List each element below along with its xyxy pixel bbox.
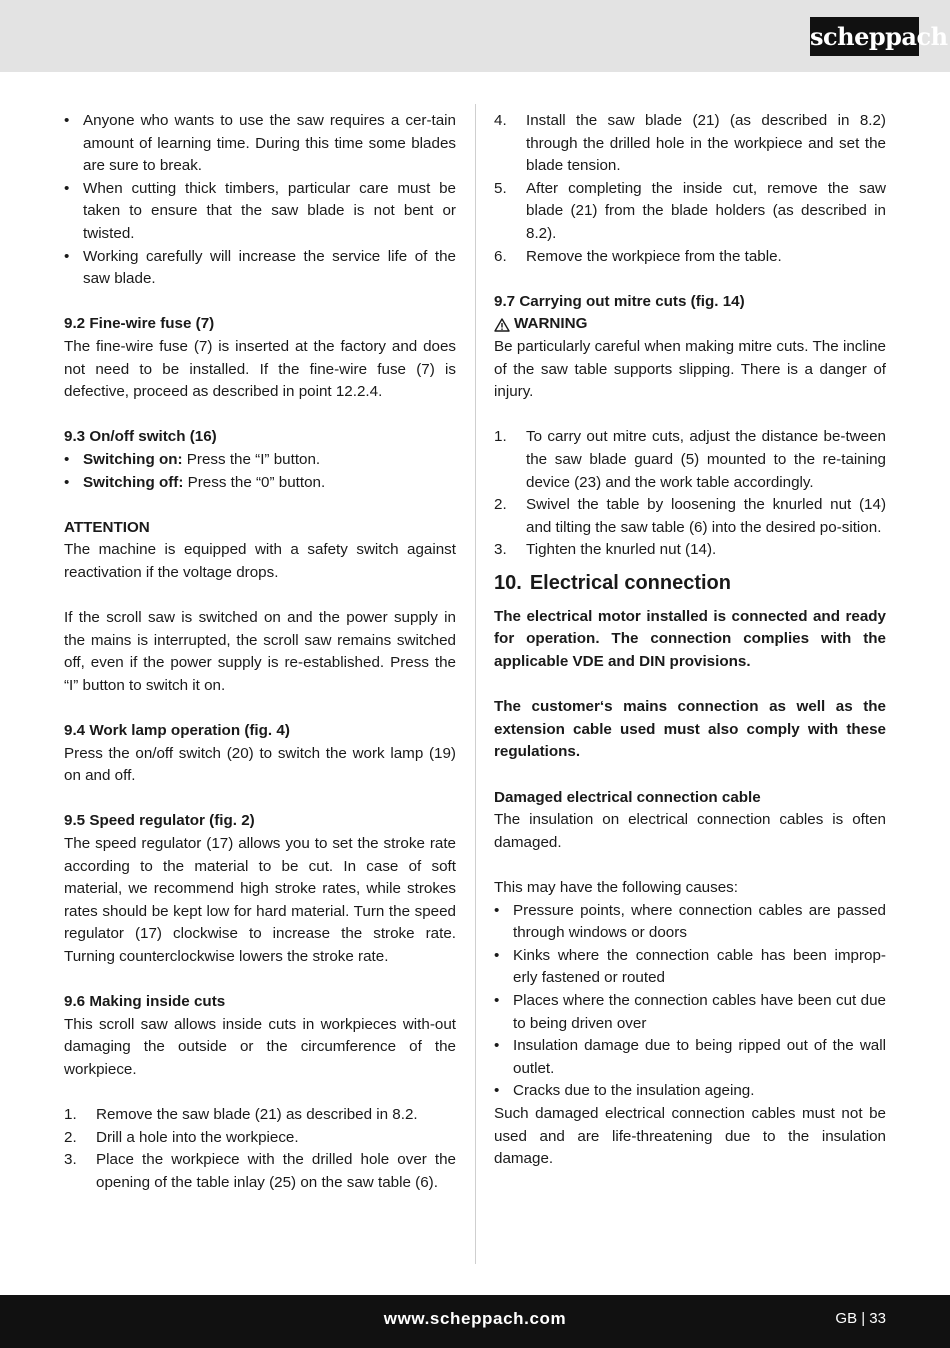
paragraph: Press the on/off switch (20) to switch the work lamp (19) on and off. bbox=[64, 744, 456, 785]
step-text: To carry out mitre cuts, adjust the distance be-tween the saw blade guard (5) mounted to the re-taining device (23) and the work table accordingly. bbox=[526, 428, 886, 491]
step-text: Place the workpiece with the drilled hole over the opening of the table inlay (25) on the saw table (6). bbox=[96, 1151, 456, 1191]
page-number: GB | 33 bbox=[835, 1310, 886, 1327]
inside-cut-steps-continued bbox=[494, 110, 886, 268]
paragraph: If the scroll saw is switched on and the power supply in the mains is interrupted, the scroll saw remains switched off, even if the power supply is re-established. Press the “I” button to switch it on. bbox=[64, 609, 456, 694]
list-item: • Anyone who wants to use the saw requires a cer-tain amount of learning time. During this time some blades are sure to break. bbox=[64, 110, 456, 178]
switch-off-label: Switching off: bbox=[83, 473, 184, 491]
step-number: 4. bbox=[494, 112, 507, 129]
switch-list bbox=[64, 449, 456, 494]
warning-line bbox=[494, 313, 886, 336]
section-heading-9-5: 9.5 Speed regulator (fig. 2) bbox=[64, 812, 255, 830]
section-heading-9-3: 9.3 On/off switch (16) bbox=[64, 428, 217, 446]
section-heading-9-2: 9.2 Fine-wire fuse (7) bbox=[64, 315, 215, 333]
step-text: After completing the inside cut, remove the saw blade (21) from the blade holders (as described in 8.2). bbox=[526, 179, 886, 242]
damaged-cable-heading: Damaged electrical connection cable bbox=[494, 788, 761, 806]
step-number: 5. bbox=[494, 179, 507, 197]
list-item bbox=[64, 1104, 456, 1127]
list-item bbox=[494, 110, 886, 178]
paragraph: The insulation on electrical connection cables is often damaged. bbox=[494, 811, 886, 851]
list-item bbox=[494, 494, 886, 539]
paragraph: Be particularly careful when making mitre cuts. The incline of the saw table supports slipping. There is a danger of injury. bbox=[494, 337, 886, 401]
section-title: Electrical connection bbox=[529, 571, 731, 594]
section-heading-10 bbox=[494, 570, 886, 596]
list-item bbox=[494, 246, 886, 269]
list-item: • Kinks where the connection cable has been improp-erly fastened or routed bbox=[494, 945, 886, 990]
brand-logo: scheppach bbox=[810, 17, 919, 56]
list-item bbox=[494, 178, 886, 246]
mitre-cut-steps bbox=[494, 426, 886, 562]
column-divider bbox=[475, 104, 476, 1264]
step-number: 1. bbox=[64, 1106, 77, 1124]
paragraph: The machine is equipped with a safety switch against reactivation if the voltage drops. bbox=[64, 541, 456, 581]
list-item: • Insulation damage due to being ripped out of the wall outlet. bbox=[494, 1035, 886, 1080]
list-item bbox=[64, 472, 456, 495]
causes-list bbox=[494, 900, 886, 1103]
step-number: 6. bbox=[494, 247, 507, 265]
switch-on-text: Press the “I” button. bbox=[182, 450, 321, 468]
paragraph: This may have the following causes: bbox=[494, 879, 738, 896]
step-number: 2. bbox=[494, 496, 507, 514]
step-text: Swivel the table by loosening the knurled nut (14) and tilting the saw table (6) into the desired po-sition. bbox=[526, 496, 886, 536]
section-heading-9-4: 9.4 Work lamp operation (fig. 4) bbox=[64, 722, 290, 740]
step-number: 3. bbox=[494, 541, 507, 559]
list-item bbox=[64, 449, 456, 472]
website-link[interactable]: www.scheppach.com bbox=[383, 1309, 567, 1328]
warning-triangle-icon bbox=[494, 318, 510, 332]
paragraph: This scroll saw allows inside cuts in workpieces with-out damaging the outside or the circumference of the workpiece. bbox=[64, 1015, 456, 1078]
section-heading-9-7: 9.7 Carrying out mitre cuts (fig. 14) bbox=[494, 292, 745, 310]
paragraph: Such damaged electrical connection cables must not be used and are life-threatening due to the insulation damage. bbox=[494, 1104, 886, 1168]
list-item bbox=[64, 1127, 456, 1150]
step-text: Remove the saw blade (21) as described in 8.2. bbox=[96, 1106, 418, 1124]
paragraph: The electrical motor installed is connected and ready for operation. The connection complies with the applicable VDE and DIN provisions. bbox=[494, 607, 886, 671]
list-item: • When cutting thick timbers, particular care must be taken to ensure that the saw blade is not bent or twisted. bbox=[64, 178, 456, 246]
warning-label: WARNING bbox=[514, 315, 588, 333]
list-item bbox=[494, 539, 886, 562]
section-number: 10. bbox=[494, 571, 522, 594]
left-column bbox=[64, 110, 456, 1195]
step-text: Remove the workpiece from the table. bbox=[526, 247, 782, 265]
section-heading-9-6: 9.6 Making inside cuts bbox=[64, 993, 226, 1011]
inside-cut-steps bbox=[64, 1104, 456, 1194]
list-item: • Cracks due to the insulation ageing. bbox=[494, 1080, 886, 1103]
list-item bbox=[494, 426, 886, 494]
step-number: 1. bbox=[494, 428, 507, 446]
switch-on-label: Switching on: bbox=[83, 450, 183, 468]
paragraph: The speed regulator (17) allows you to set the stroke rate according to the material to be cut. In case of soft material, we recommend high stroke rates, while strokes rates should be kept low for hard material. Turn the speed regulator (17) clockwise to increase the stroke rate. Turning counterclockwise lowers the stroke rate. bbox=[64, 835, 456, 965]
attention-heading: ATTENTION bbox=[64, 518, 150, 536]
intro-bullet-list bbox=[64, 110, 456, 291]
list-item: • Working carefully will increase the service life of the saw blade. bbox=[64, 246, 456, 291]
list-item: • Places where the connection cables have been cut due to being driven over bbox=[494, 990, 886, 1035]
list-item bbox=[64, 1149, 456, 1194]
right-column bbox=[494, 110, 886, 1171]
paragraph: The customer‘s mains connection as well as the extension cable used must also comply with these regulations. bbox=[494, 698, 886, 761]
step-number: 3. bbox=[64, 1151, 77, 1169]
list-item: • Pressure points, where connection cables are passed through windows or doors bbox=[494, 900, 886, 945]
step-text: Tighten the knurled nut (14). bbox=[526, 541, 717, 559]
step-text: Drill a hole into the workpiece. bbox=[96, 1128, 299, 1146]
header-band bbox=[0, 0, 950, 72]
step-text: Install the saw blade (21) (as described in 8.2) through the drilled hole in the workpiece and set the blade tension. bbox=[526, 112, 886, 175]
step-number: 2. bbox=[64, 1128, 77, 1146]
switch-off-text: Press the “0” button. bbox=[183, 473, 326, 491]
paragraph: The fine-wire fuse (7) is inserted at the factory and does not need to be installed. If the fine-wire fuse (7) is defective, proceed as described in point 12.2.4. bbox=[64, 337, 456, 401]
